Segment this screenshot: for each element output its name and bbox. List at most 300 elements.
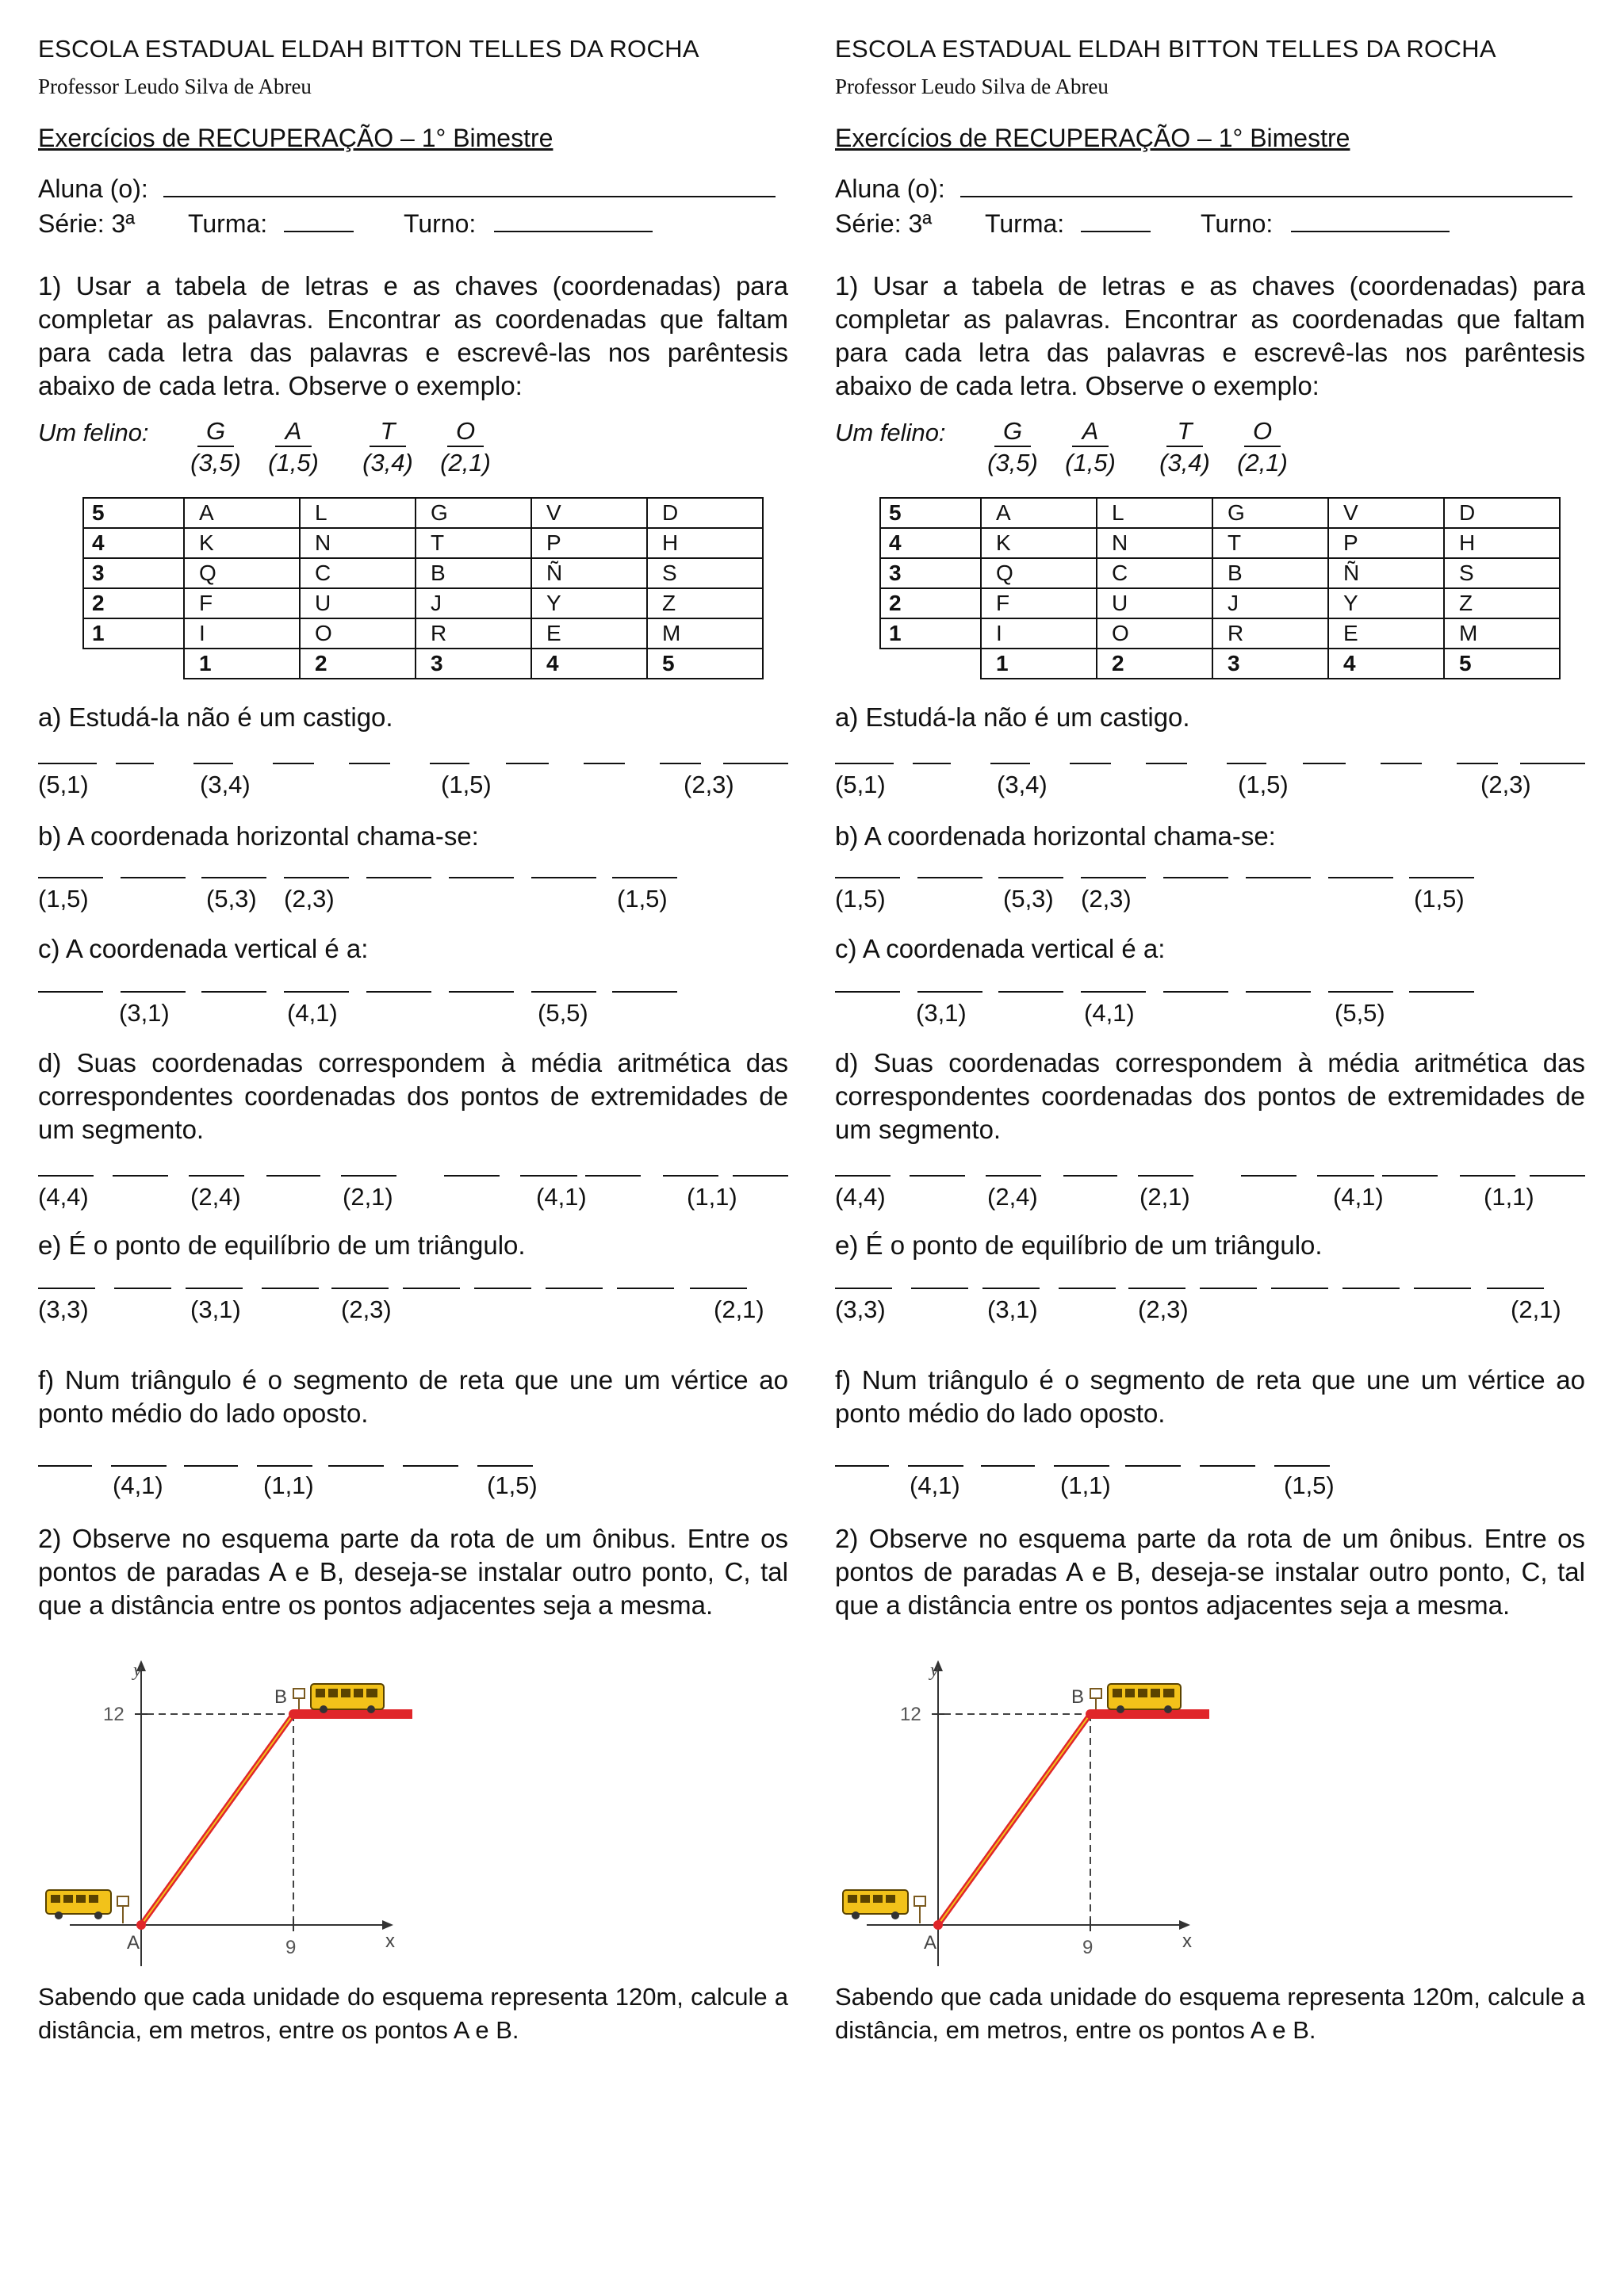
- table-cell: Ñ: [1328, 558, 1444, 588]
- table-cell: V: [531, 498, 647, 528]
- bus-route-graph: [38, 1657, 482, 1974]
- answer-blank: [1163, 877, 1228, 878]
- bus-icon-b: [311, 1684, 384, 1713]
- class-info-line: [38, 209, 653, 239]
- answer-blank: [1246, 877, 1311, 878]
- example-letter-group: [434, 417, 497, 479]
- answer-blank: [911, 1288, 968, 1289]
- turno-label: Turno:: [403, 209, 477, 238]
- example-letter-group: [184, 417, 247, 479]
- example-letter: O: [447, 417, 484, 447]
- column-label: 1: [184, 649, 300, 679]
- x-axis-label: x: [385, 1931, 395, 1952]
- answer-blank: [1317, 1175, 1374, 1177]
- example-coordinate: (3,5): [987, 449, 1038, 476]
- item-b-coordinate: (2,3): [1081, 885, 1132, 913]
- item-f-coordinate: (1,1): [263, 1471, 314, 1499]
- item-e-coordinate: (3,3): [38, 1295, 89, 1323]
- column-label: 2: [1097, 649, 1212, 679]
- student-name-line: [38, 174, 776, 204]
- item-a-prompt: a) Estudá-la não é um castigo.: [38, 702, 393, 732]
- answer-blank: [284, 877, 349, 878]
- answer-blank: [1063, 1175, 1117, 1177]
- item-a-coordinate: (2,3): [684, 771, 734, 798]
- table-cell: H: [647, 528, 763, 558]
- turno-blank: [1291, 210, 1450, 232]
- example-label: Um felino:: [835, 419, 946, 446]
- answer-blank: [531, 991, 596, 993]
- table-cell: Q: [184, 558, 300, 588]
- answer-blank: [531, 877, 596, 878]
- point-a-marker: [933, 1920, 943, 1930]
- road-segment-b: [293, 1709, 412, 1719]
- item-e-coordinate: (2,3): [341, 1295, 392, 1323]
- table-cell: D: [1444, 498, 1560, 528]
- school-name: ESCOLA ESTADUAL ELDAH BITTON TELLES DA ROCHA: [835, 35, 1496, 63]
- item-d-answer-blanks: [38, 1175, 799, 1207]
- table-cell: C: [1097, 558, 1212, 588]
- answer-blank: [38, 991, 103, 993]
- bus-icon-b: [1108, 1684, 1181, 1713]
- worksheet-copy-right: [835, 0, 1596, 2296]
- answer-blank: [908, 1465, 963, 1467]
- row-label: 2: [83, 588, 184, 618]
- row-label: 2: [880, 588, 981, 618]
- answer-blank: [116, 763, 154, 764]
- item-c-coordinate: (4,1): [1084, 999, 1135, 1027]
- table-cell: M: [1444, 618, 1560, 649]
- item-b-answer-blanks: [835, 877, 1596, 909]
- answer-blank: [546, 1288, 603, 1289]
- table-cell: L: [300, 498, 416, 528]
- table-row: [83, 588, 763, 618]
- answer-blank: [1271, 1288, 1328, 1289]
- table-cell: E: [1328, 618, 1444, 649]
- example-letter: G: [994, 417, 1031, 447]
- item-c-prompt: c) A coordenada vertical é a:: [38, 934, 369, 963]
- table-row: [83, 558, 763, 588]
- answer-blank: [262, 1288, 319, 1289]
- answer-blank: [612, 877, 677, 878]
- table-cell: R: [1212, 618, 1328, 649]
- item-f-coordinate: (4,1): [910, 1471, 960, 1499]
- table-corner: [880, 649, 981, 679]
- table-cell: V: [1328, 498, 1444, 528]
- answer-blank: [733, 1175, 788, 1177]
- example-coordinate: (1,5): [1065, 449, 1116, 476]
- answer-blank: [1487, 1288, 1544, 1289]
- example-letter: T: [1166, 417, 1203, 447]
- table-cell: Q: [981, 558, 1097, 588]
- answer-blank: [328, 1465, 384, 1467]
- example-coordinate: (3,4): [362, 449, 413, 476]
- item-e-answer-blanks: [38, 1288, 799, 1319]
- table-cell: L: [1097, 498, 1212, 528]
- item-e-coordinate: (3,1): [987, 1295, 1038, 1323]
- example-letter: T: [370, 417, 406, 447]
- item-e-prompt: e) É o ponto de equilíbrio de um triângulo.: [835, 1230, 1323, 1260]
- table-cell: B: [1212, 558, 1328, 588]
- table-row: [880, 528, 1560, 558]
- student-name-line: [835, 174, 1572, 204]
- answer-blank: [444, 1175, 500, 1177]
- turno-label: Turno:: [1200, 209, 1274, 238]
- answer-blank: [660, 763, 701, 764]
- table-cell: Ñ: [531, 558, 647, 588]
- point-a-label: A: [924, 1932, 937, 1954]
- answer-blank: [113, 1175, 168, 1177]
- answer-blank: [1241, 1175, 1297, 1177]
- answer-blank: [121, 877, 186, 878]
- table-row: [83, 498, 763, 528]
- class-info-line: [835, 209, 1450, 239]
- bus-stop-sign-b-icon: [1090, 1689, 1101, 1709]
- answer-blank: [917, 877, 982, 878]
- table-row: [880, 558, 1560, 588]
- example-letter: A: [275, 417, 312, 447]
- example-letter-group: [1059, 417, 1122, 479]
- item-e-coordinate: (3,1): [190, 1295, 241, 1323]
- table-cell: G: [1212, 498, 1328, 528]
- answer-blank: [998, 991, 1063, 993]
- answer-blank: [617, 1288, 674, 1289]
- answer-blank: [121, 991, 186, 993]
- turno-blank: [494, 210, 653, 232]
- table-row: [83, 528, 763, 558]
- x-tick-label: 9: [1082, 1937, 1094, 1958]
- table-row: [83, 618, 763, 649]
- answer-blank: [1409, 877, 1474, 878]
- table-row: [880, 498, 1560, 528]
- example-coordinate: (3,4): [1159, 449, 1210, 476]
- bus-icon-a: [46, 1890, 111, 1919]
- answer-blank: [403, 1465, 458, 1467]
- column-label-row: [83, 649, 763, 679]
- item-a-coordinate: (5,1): [38, 771, 89, 798]
- column-label: 1: [981, 649, 1097, 679]
- table-cell: A: [184, 498, 300, 528]
- answer-blank: [1059, 1288, 1116, 1289]
- answer-blank: [1530, 1175, 1585, 1177]
- answer-blank: [1414, 1288, 1471, 1289]
- item-d-coordinate: (4,1): [536, 1183, 587, 1211]
- answer-blank: [38, 1288, 95, 1289]
- answer-blank: [1520, 763, 1585, 764]
- item-e-coordinate: (2,1): [714, 1295, 764, 1323]
- row-label: 3: [83, 558, 184, 588]
- answer-blank: [284, 991, 349, 993]
- item-e-coordinate: (2,3): [1138, 1295, 1189, 1323]
- x-axis-label: x: [1182, 1931, 1192, 1952]
- road-segment-b: [1090, 1709, 1209, 1719]
- answer-blank: [981, 1465, 1035, 1467]
- table-cell: S: [1444, 558, 1560, 588]
- student-label: Aluna (o):: [38, 174, 148, 203]
- answer-blank: [403, 1288, 460, 1289]
- serie-label: Série: 3ª: [38, 209, 136, 238]
- question-2-footer: Sabendo que cada unidade do esquema representa 120m, calcule a distância, em metros, entre os pontos A e B.: [835, 1983, 1585, 2044]
- item-f-coordinate: (1,5): [1284, 1471, 1335, 1499]
- answer-blank: [584, 763, 625, 764]
- point-b-marker: [289, 1709, 298, 1719]
- table-cell: J: [1212, 588, 1328, 618]
- table-cell: D: [647, 498, 763, 528]
- table-corner: [83, 649, 184, 679]
- item-e-prompt: e) É o ponto de equilíbrio de um triângulo.: [38, 1230, 526, 1260]
- item-d-answer-blanks: [835, 1175, 1596, 1207]
- row-label: 5: [83, 498, 184, 528]
- answer-blank: [1246, 991, 1311, 993]
- table-row: [880, 618, 1560, 649]
- y-tick-label: 12: [900, 1704, 921, 1725]
- answer-blank: [1070, 763, 1111, 764]
- table-cell: F: [981, 588, 1097, 618]
- bus-icon-a: [843, 1890, 908, 1919]
- table-cell: N: [1097, 528, 1212, 558]
- answer-blank: [663, 1175, 718, 1177]
- answer-blank: [913, 763, 951, 764]
- answer-blank: [1125, 1465, 1181, 1467]
- table-cell: Z: [647, 588, 763, 618]
- answer-blank: [690, 1288, 747, 1289]
- table-cell: I: [981, 618, 1097, 649]
- table-cell: A: [981, 498, 1097, 528]
- worksheet-copy-left: [38, 0, 799, 2296]
- answer-blank: [835, 991, 900, 993]
- table-cell: B: [416, 558, 531, 588]
- item-d-coordinate: (1,1): [1484, 1183, 1534, 1211]
- answer-blank: [201, 991, 266, 993]
- table-cell: F: [184, 588, 300, 618]
- letter-coordinate-table: [879, 497, 1561, 679]
- example-coordinate: (2,1): [1237, 449, 1288, 476]
- column-label: 5: [1444, 649, 1560, 679]
- example-letter-group: [981, 417, 1044, 479]
- point-b-marker: [1086, 1709, 1095, 1719]
- item-a-coordinate: (3,4): [200, 771, 251, 798]
- answer-blank: [835, 1175, 891, 1177]
- answer-blank: [257, 1465, 312, 1467]
- row-label: 1: [83, 618, 184, 649]
- table-cell: Z: [1444, 588, 1560, 618]
- item-e-coordinate: (2,1): [1511, 1295, 1561, 1323]
- bus-stop-sign-b-icon: [293, 1689, 304, 1709]
- example-coordinate: (1,5): [268, 449, 319, 476]
- answer-blank: [917, 991, 982, 993]
- item-c-coordinate: (3,1): [119, 999, 170, 1027]
- letter-coordinate-table: [82, 497, 764, 679]
- table-cell: S: [647, 558, 763, 588]
- answer-blank: [1409, 991, 1474, 993]
- answer-blank: [366, 877, 431, 878]
- answer-blank: [474, 1288, 531, 1289]
- y-tick-label: 12: [103, 1704, 124, 1725]
- column-label: 4: [1328, 649, 1444, 679]
- answer-blank: [1328, 877, 1393, 878]
- item-a-coordinate: (2,3): [1480, 771, 1531, 798]
- table-row: [880, 588, 1560, 618]
- answer-blank: [1081, 877, 1146, 878]
- item-a-coordinate: (3,4): [997, 771, 1048, 798]
- answer-blank: [990, 763, 1030, 764]
- table-cell: U: [300, 588, 416, 618]
- answer-blank: [723, 763, 788, 764]
- example-coordinate: (2,1): [440, 449, 491, 476]
- example-letter-group: [262, 417, 325, 479]
- bus-stop-sign-a-icon: [117, 1896, 128, 1923]
- item-f-coordinate: (4,1): [113, 1471, 163, 1499]
- row-label: 3: [880, 558, 981, 588]
- answer-blank: [273, 763, 314, 764]
- answer-blank: [1303, 763, 1346, 764]
- answer-blank: [184, 1465, 238, 1467]
- item-c-coordinate: (5,5): [538, 999, 588, 1027]
- question-1-statement: 1) Usar a tabela de letras e as chaves (coordenadas) para completar as palavras. Encontrar as coordenadas que faltam para cada letra das palavras e escrevê-las nos parêntesis abaixo de cada letra. Observe o exemplo:: [835, 271, 1585, 400]
- answer-blank: [1081, 991, 1146, 993]
- turma-label: Turma:: [985, 209, 1065, 238]
- item-f-coordinate: (1,1): [1060, 1471, 1111, 1499]
- item-b-prompt: b) A coordenada horizontal chama-se:: [38, 821, 479, 851]
- answer-blank: [193, 763, 233, 764]
- answer-blank: [111, 1465, 167, 1467]
- student-name-blank: [960, 175, 1572, 197]
- answer-blank: [835, 763, 894, 764]
- column-label: 4: [531, 649, 647, 679]
- example-letter: A: [1072, 417, 1109, 447]
- answer-blank: [835, 1288, 892, 1289]
- answer-blank: [1328, 991, 1393, 993]
- table-cell: O: [300, 618, 416, 649]
- school-name: ESCOLA ESTADUAL ELDAH BITTON TELLES DA ROCHA: [38, 35, 699, 63]
- row-label: 5: [880, 498, 981, 528]
- table-cell: U: [1097, 588, 1212, 618]
- worksheet-title: Exercícios de RECUPERAÇÃO – 1° Bimestre: [835, 124, 1350, 152]
- answer-blank: [430, 763, 469, 764]
- answer-blank: [1200, 1465, 1255, 1467]
- example-letter-group: [1153, 417, 1216, 479]
- answer-blank: [331, 1288, 389, 1289]
- answer-blank: [982, 1288, 1040, 1289]
- answer-blank: [1382, 1175, 1438, 1177]
- x-axis-arrow: [382, 1920, 393, 1930]
- turma-blank: [284, 210, 354, 232]
- item-d-coordinate: (1,1): [687, 1183, 737, 1211]
- answer-blank: [449, 877, 514, 878]
- x-axis-arrow: [1179, 1920, 1190, 1930]
- item-d-coordinate: (2,1): [343, 1183, 393, 1211]
- column-label-row: [880, 649, 1560, 679]
- item-b-prompt: b) A coordenada horizontal chama-se:: [835, 821, 1276, 851]
- turma-label: Turma:: [188, 209, 268, 238]
- table-cell: H: [1444, 528, 1560, 558]
- table-cell: Y: [531, 588, 647, 618]
- example-letter-group: [356, 417, 419, 479]
- item-e-answer-blanks: [835, 1288, 1596, 1319]
- answer-blank: [38, 1175, 94, 1177]
- answer-blank: [1138, 1175, 1193, 1177]
- column-label: 3: [1212, 649, 1328, 679]
- answer-blank: [366, 991, 431, 993]
- answer-blank: [38, 763, 97, 764]
- item-a-coordinate: (5,1): [835, 771, 886, 798]
- answer-blank: [1128, 1288, 1185, 1289]
- answer-blank: [1274, 1465, 1330, 1467]
- answer-blank: [1227, 763, 1266, 764]
- worksheet-title: Exercícios de RECUPERAÇÃO – 1° Bimestre: [38, 124, 553, 152]
- item-a-coordinate: (1,5): [1238, 771, 1289, 798]
- table-cell: E: [531, 618, 647, 649]
- item-c-coordinate: (5,5): [1335, 999, 1385, 1027]
- student-name-blank: [163, 175, 776, 197]
- item-b-coordinate: (5,3): [1003, 885, 1054, 913]
- item-d-coordinate: (2,1): [1139, 1183, 1190, 1211]
- answer-blank: [341, 1175, 396, 1177]
- y-axis-label: y: [930, 1660, 939, 1681]
- table-cell: T: [416, 528, 531, 558]
- question-2-footer: Sabendo que cada unidade do esquema representa 120m, calcule a distância, em metros, entre os pontos A e B.: [38, 1983, 788, 2044]
- item-d-coordinate: (2,4): [190, 1183, 241, 1211]
- question-2-statement: 2) Observe no esquema parte da rota de um ônibus. Entre os pontos de paradas A e B, deseja-se instalar outro ponto, C, tal que a distância entre os pontos adjacentes seja a mesma.: [38, 1524, 788, 1620]
- item-c-coordinate: (4,1): [287, 999, 338, 1027]
- item-d-coordinate: (4,1): [1333, 1183, 1384, 1211]
- item-b-coordinate: (1,5): [835, 885, 886, 913]
- answer-blank: [349, 763, 390, 764]
- item-a-coordinate: (1,5): [441, 771, 492, 798]
- answer-blank: [38, 877, 103, 878]
- table-cell: C: [300, 558, 416, 588]
- example-coordinate: (3,5): [190, 449, 241, 476]
- serie-label: Série: 3ª: [835, 209, 933, 238]
- item-e-coordinate: (3,3): [835, 1295, 886, 1323]
- item-f-coordinate: (1,5): [487, 1471, 538, 1499]
- table-cell: P: [531, 528, 647, 558]
- item-c-prompt: c) A coordenada vertical é a:: [835, 934, 1166, 963]
- point-b-label: B: [1071, 1686, 1085, 1708]
- table-cell: I: [184, 618, 300, 649]
- table-cell: G: [416, 498, 531, 528]
- point-b-label: B: [274, 1686, 288, 1708]
- table-cell: J: [416, 588, 531, 618]
- answer-blank: [1342, 1288, 1400, 1289]
- item-c-coordinate: (3,1): [916, 999, 967, 1027]
- example-letter: G: [197, 417, 234, 447]
- table-cell: Y: [1328, 588, 1444, 618]
- table-cell: O: [1097, 618, 1212, 649]
- answer-blank: [266, 1175, 320, 1177]
- answer-blank: [201, 877, 266, 878]
- item-b-coordinate: (2,3): [284, 885, 335, 913]
- item-d-coordinate: (4,4): [835, 1183, 886, 1211]
- answer-blank: [38, 1465, 92, 1467]
- item-b-answer-blanks: [38, 877, 799, 909]
- example-letter: O: [1244, 417, 1281, 447]
- answer-blank: [477, 1465, 533, 1467]
- answer-blank: [449, 991, 514, 993]
- bus-route-graph: [835, 1657, 1279, 1974]
- column-label: 2: [300, 649, 416, 679]
- item-d-coordinate: (2,4): [987, 1183, 1038, 1211]
- item-a-prompt: a) Estudá-la não é um castigo.: [835, 702, 1190, 732]
- turma-blank: [1081, 210, 1151, 232]
- row-label: 1: [880, 618, 981, 649]
- item-f-prompt: f) Num triângulo é o segmento de reta que une um vértice ao ponto médio do lado oposto.: [38, 1365, 788, 1428]
- route-highlight: [141, 1714, 293, 1925]
- item-b-coordinate: (1,5): [617, 885, 668, 913]
- route-highlight: [938, 1714, 1090, 1925]
- column-label: 3: [416, 649, 531, 679]
- item-f-prompt: f) Num triângulo é o segmento de reta que une um vértice ao ponto médio do lado oposto.: [835, 1365, 1585, 1428]
- table-cell: K: [184, 528, 300, 558]
